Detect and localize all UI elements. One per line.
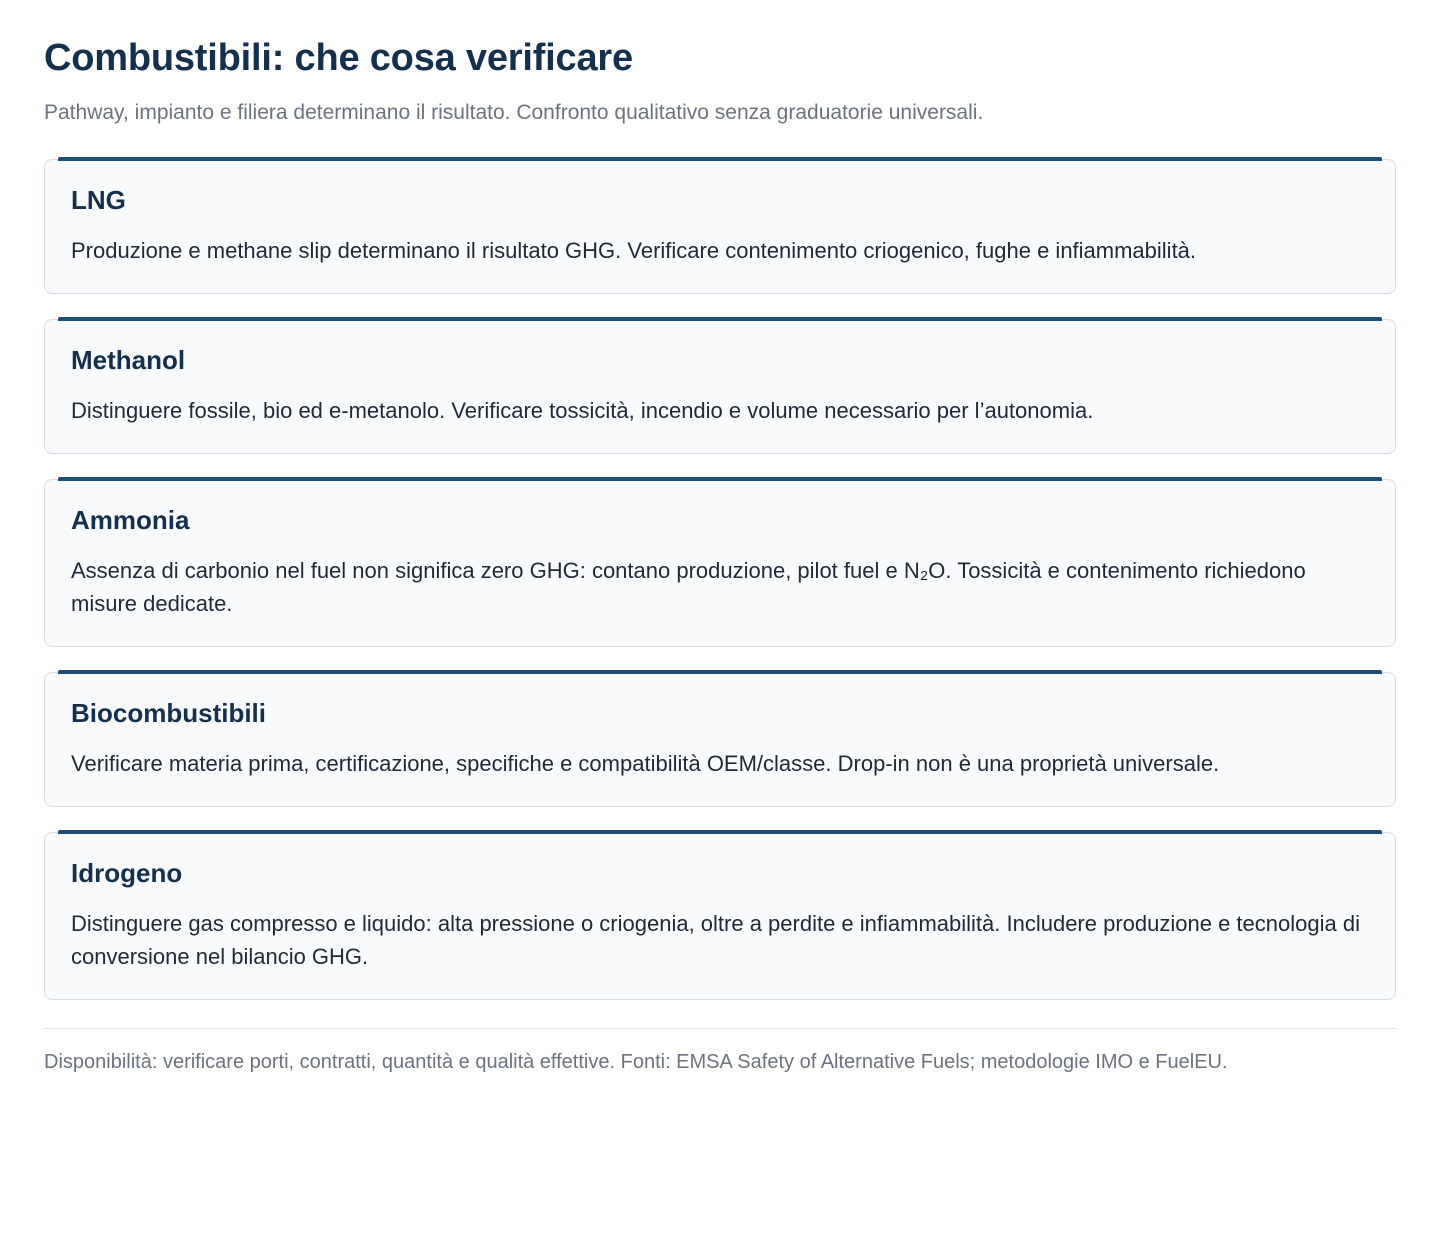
fuel-card-list: [44, 159, 1396, 1000]
fuel-card-title: Methanol: [71, 345, 186, 375]
fuel-card-title: Biocombustibili: [71, 698, 266, 728]
fuel-card-body: Assenza di carbonio nel fuel non significa zero GHG: contano produzione, pilot fuel e N₂O. Tossicità e contenimento richiedono misure dedicate.: [71, 558, 1306, 616]
page-title: Combustibili: che cosa verificare: [44, 37, 633, 79]
fuel-card-biofuels: [44, 672, 1396, 807]
fuel-card-title: Idrogeno: [71, 858, 183, 888]
footer-divider: [44, 1028, 1396, 1029]
fuel-card-lng: [44, 159, 1396, 294]
fuel-card-body: Distinguere gas compresso e liquido: alta pressione o criogenia, oltre a perdite e infiammabilità. Includere produzione e tecnologia di conversione nel bilancio GHG.: [71, 911, 1360, 969]
fuel-card-body: Distinguere fossile, bio ed e-metanolo. Verificare tossicità, incendio e volume necessario per l’autonomia.: [71, 398, 1094, 423]
fuel-card-ammonia: [44, 479, 1396, 647]
fuel-card-hydrogen: [44, 832, 1396, 1000]
fuel-card-title: Ammonia: [71, 505, 190, 535]
page-subtitle: Pathway, impianto e filiera determinano il risultato. Confronto qualitativo senza graduatorie universali.: [44, 101, 984, 124]
fuel-card-body: Produzione e methane slip determinano il risultato GHG. Verificare contenimento criogenico, fughe e infiammabilità.: [71, 238, 1197, 263]
fuel-card-methanol: [44, 319, 1396, 454]
fuel-card-body: Verificare materia prima, certificazione, specifiche e compatibilità OEM/classe. Drop-in non è una proprietà universale.: [71, 751, 1220, 776]
footer-note: Disponibilità: verificare porti, contratti, quantità e qualità effettive. Fonti: EMSA Safety of Alternative Fuels; metodologie IMO e FuelEU.: [44, 1051, 1228, 1073]
fuel-card-title: LNG: [71, 185, 126, 215]
